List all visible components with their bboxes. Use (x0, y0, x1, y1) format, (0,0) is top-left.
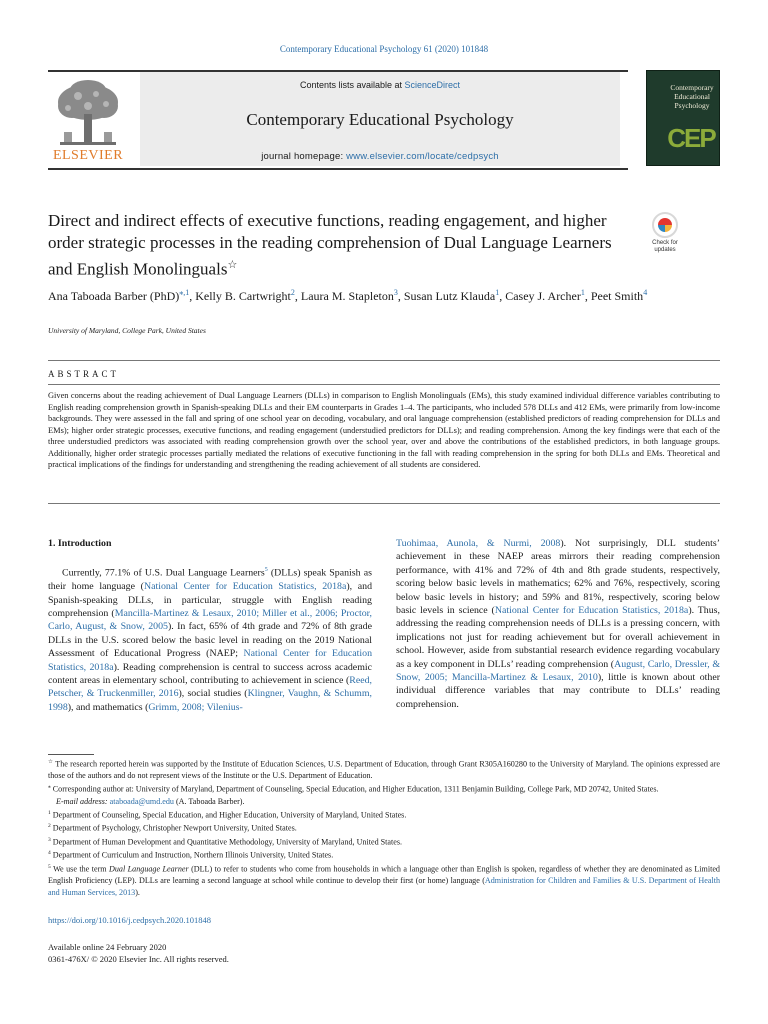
author-name[interactable]: Kelly B. Cartwright (195, 289, 291, 303)
footnote-mark: 2 (48, 823, 51, 830)
footnote (48, 808, 720, 821)
footnote-mark: ⁎ (48, 784, 51, 791)
text-run: (DLLs) speak Spanish as their home language ( (48, 567, 372, 593)
author-affiliation-mark[interactable]: 3 (393, 288, 398, 297)
footnote (48, 848, 720, 861)
footnote-mark: ☆ (48, 759, 54, 765)
abstract-top-rule (48, 360, 720, 361)
text-run: ). Reading comprehension is central to success across academic content areas in elementary school, contributing to achievement in science ( (48, 661, 372, 686)
citation-link[interactable]: National Center for Education Statistics, 2018a (143, 581, 347, 593)
text-run: ), and Spanish-speaking DLLs, in particular, struggle with English reading comprehension ( (48, 581, 373, 619)
author-list (48, 284, 720, 305)
crossmark-icon (652, 212, 678, 238)
author-separator: , (294, 289, 301, 303)
intro-column-left (48, 537, 372, 714)
journal-cover-thumbnail[interactable] (646, 70, 720, 166)
title-text: Direct and indirect effects of executive functions, reading engagement, and higher order strategic processes in the reading comprehension of Dual Language Learners and English Monolinguals (48, 211, 612, 279)
footnote-mark: 3 (48, 836, 51, 843)
author-name[interactable]: Casey J. Archer (505, 289, 581, 303)
citation-link[interactable]: Reed, Petscher, & Truckenmiller, 2016 (48, 674, 372, 700)
text-run: Department of Human Development and Quantitative Methodology, University of Maryland, United States. (50, 837, 402, 847)
available-online: Available online 24 February 2020 (48, 942, 167, 952)
citation-link[interactable]: August, Carlo, Dressler, & Snow, 2005; Mancilla-Martinez & Lesaux, 2010 (396, 658, 720, 684)
text-run: We use the term (50, 864, 110, 874)
abstract-text: Given concerns about the reading achievement of Dual Language Learners (DLLs) in comparison to English Monolinguals (EMs), this study examined individual difference variables contributing to English reading comprehension growth in Spanish-speaking DLLs and their EM counterparts in Grades 1–4. The participants, who included 578 DLLs and 412 EMs, were primarily from low-income backgrounds. They were assessed in the fall and spring of one school year on decoding, vocabulary, and oral language comprehension (established predictors of reading comprehension for DLLs and EMs); higher order strategic processes, executive functions, and reading engagement (understudied predictors for DLLs); and reading comprehension. Among the key findings were that each of the three understudied predictors was associated with reading comprehension growth over the school year, over and above the contributions of the established predictors, in both language groups. Additionally, higher order strategic processes partially mediated the relations of executive functioning in the fall with reading comprehension in the spring for both DLLs and EMs. Theoretical and practical implications of the findings for understanding and strengthening the reading achievement of all students are considered. (48, 391, 720, 469)
contents-prefix: Contents lists available at (299, 80, 405, 90)
journal-homepage-link[interactable]: www.elsevier.com/locate/cedpsych (346, 151, 499, 162)
citation-link[interactable]: National Center for Education Statistics, 2018a (494, 605, 689, 617)
footnote (48, 821, 720, 834)
author-affiliation-mark[interactable]: ⁎,1 (179, 288, 190, 297)
publication-info (48, 941, 229, 965)
footnote (48, 862, 720, 899)
author-separator: , (499, 289, 506, 303)
copyright: 0361-476X/ © 2020 Elsevier Inc. All rights reserved. (48, 954, 229, 964)
footnote (48, 796, 720, 808)
citation-link[interactable]: Klingner, Vaughn, & Schumm, 1998 (48, 688, 372, 713)
author-affiliation-mark[interactable]: 1 (495, 288, 500, 297)
text-run: ). Thus, addressing the reading comprehension needs of DLLs is a pressing concern, with implications not just for reading achievement but for overall achievement in school. However, aside from substantial research evidence regarding vocabulary as a key component in DLLs’ reading comprehension ( (396, 605, 720, 670)
crossmark-label: Check for updates (652, 240, 678, 253)
article-title (48, 210, 638, 281)
author-name[interactable]: Ana Taboada Barber (PhD) (48, 289, 180, 303)
author-affiliation-mark[interactable]: 2 (290, 288, 295, 297)
footnotes (48, 757, 720, 899)
citation-link[interactable]: National Center for Education Statistics, 2018a (48, 648, 373, 673)
text-run: ), and mathematics ( (67, 701, 149, 713)
footnote-mark: 4 (48, 850, 51, 857)
text-run: ). Not surprisingly, DLL students’ achievement in these NAEP areas mirrors their reading comprehension performance, with 41% and 72% of 4th and 8th grade students, respectively, scoring below basic levels in mathematics; 62% and 76%, respectively, scoring below basic levels in history; and 59% and 81%, respectively, scoring below basic levels in science ( (396, 538, 720, 617)
journal-citation-link[interactable]: Contemporary Educational Psychology 61 (2020) 101848 (279, 44, 489, 54)
italic-text: E-mail address: (56, 796, 110, 806)
text-run: Department of Curriculum and Instruction, Northern Illinois University, United States. (50, 850, 334, 860)
sciencedirect-link[interactable]: ScienceDirect (404, 80, 461, 90)
text-run: ), social studies ( (178, 688, 248, 700)
footnote (48, 757, 720, 782)
footnote (48, 835, 720, 848)
citation-link[interactable]: ataboada@umd.edu (109, 796, 174, 806)
abstract-bottom-rule (48, 503, 720, 504)
homepage-prefix: journal homepage: (261, 151, 347, 162)
homepage-line (140, 151, 620, 162)
text-run: ), little is known about other individual difference variables that may contribute to DLLs’ reading comprehension. (396, 672, 721, 710)
text-run: Department of Psychology, Christopher Newport University, United States. (50, 823, 297, 833)
text-run: The research reported herein was supported by the Institute of Education Sciences, U.S. Department of Education, through Grant R305A160280 to the University of Maryland. The opinions expressed are those of the authors and do not represent views of the Institute or the U.S. Department of Education. (48, 759, 720, 781)
citation-link[interactable]: Mancilla-Martinez & Lesaux, 2010; Miller et al., 2006; Proctor, Carlo, August, & Snow, 2005 (48, 607, 372, 633)
author-name[interactable]: Laura M. Stapleton (300, 289, 394, 303)
text-run: ). (135, 887, 140, 897)
intro-column-right (396, 537, 720, 711)
author-name[interactable]: Susan Lutz Klauda (403, 289, 496, 303)
author-name[interactable]: Peet Smith (590, 289, 644, 303)
elsevier-wordmark: ELSEVIER (52, 148, 124, 163)
journal-name: Contemporary Educational Psychology (246, 110, 514, 129)
masthead-banner (140, 72, 620, 166)
doi-link[interactable]: https://doi.org/10.1016/j.cedpsych.2020.101848 (48, 915, 211, 925)
author-affiliation-mark[interactable]: 4 (643, 288, 648, 297)
author-separator: , (397, 289, 404, 303)
italic-text: Dual Language Learner (109, 864, 189, 874)
footnote (48, 782, 720, 795)
text-run: Department of Counseling, Special Education, and Higher Education, University of Maryland, United States. (50, 810, 407, 820)
text-run: (DLL) to refer to students who come from households in which a language other than English is spoken, regardless of whether they are denominated as Limited English Proficiency (LEP). DLLs are learning a second language at school while continue to develop their first (or home) language ( (48, 864, 720, 885)
citation-link[interactable]: Administration for Children and Families & U.S. Department of Health and Human Services, 2013 (48, 875, 720, 897)
cover-title: Contemporary Educational Psychology (670, 83, 714, 110)
masthead-bottom-rule (48, 168, 628, 170)
author-affiliation-mark[interactable]: 1 (580, 288, 585, 297)
text-run: Currently, 77.1% of U.S. Dual Language Learners (62, 567, 265, 579)
footnote-mark: 1 (48, 809, 51, 816)
author-separator: , (189, 289, 196, 303)
author-separator: , (584, 289, 591, 303)
masthead (48, 70, 720, 170)
abstract-heading-rule (48, 384, 720, 385)
abstract-heading: ABSTRACT (48, 369, 120, 379)
intro-paragraph-left (48, 564, 372, 714)
footnote-ref[interactable]: 5 (264, 567, 268, 574)
text-run: Corresponding author at: University of Maryland, Department of Counseling, Special Education, and Higher Education, 1311 Benjamin Building, College Park, MD 20742, United States. (50, 784, 659, 794)
intro-paragraph-right (396, 537, 720, 711)
text-run: ). In fact, 65% of 4th grade and 72% of 8th grade DLLs in the U.S. scored below the basic level in reading on the 2019 National Assessment of Educational Progress (NAEP; (48, 621, 372, 660)
contents-line (140, 80, 620, 90)
cover-abbrev: CEP (667, 123, 715, 153)
affiliation: University of Maryland, College Park, United States (48, 326, 206, 335)
footnote-rule (48, 754, 94, 755)
text-run: (A. Taboada Barber). (173, 796, 245, 806)
footnote-mark: 5 (48, 863, 51, 870)
crossmark-badge[interactable] (645, 212, 685, 254)
intro-heading: 1. Introduction (48, 538, 112, 549)
title-footnote-mark[interactable]: ☆ (227, 259, 238, 271)
citation-link[interactable]: Tuohimaa, Aunola, & Nurmi, 2008 (396, 538, 561, 549)
citation-link[interactable]: Grimm, 2008; Vilenius- (148, 701, 243, 713)
